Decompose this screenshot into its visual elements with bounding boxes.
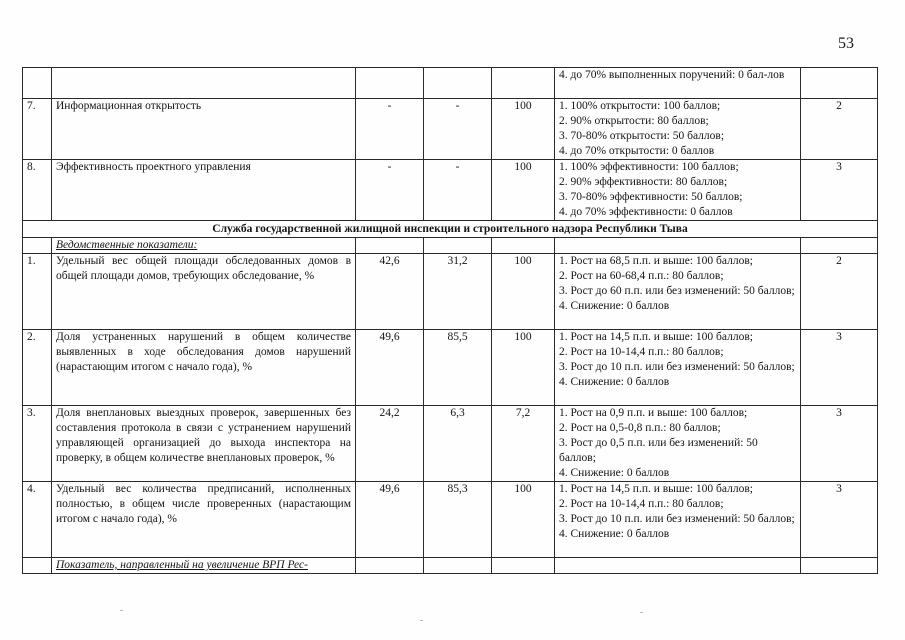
- criteria-line: 3. 70-80% открытости: 50 баллов;: [559, 130, 725, 142]
- subsection-row: [23, 238, 878, 254]
- indicator-row: [23, 160, 878, 221]
- criteria-line: 3. Рост до 10 п.п. или без изменений: 50 баллов;: [559, 513, 795, 525]
- indicator-number: 4.: [23, 482, 52, 558]
- subsection-title: Ведомственные показатели:: [52, 238, 356, 254]
- criteria-line: 4. Снижение: 0 баллов: [559, 376, 670, 388]
- indicator-name: Доля устраненных нарушений в общем количестве выявленных в ходе обследования домов нарушений (нарастающим итогом с начало года), %: [52, 330, 356, 406]
- indicator-name: Информационная открытость: [52, 99, 356, 160]
- scan-speck: [640, 612, 643, 613]
- indicator-row: [23, 406, 878, 482]
- indicator-row: [23, 330, 878, 406]
- criteria-line: 2. Рост на 0,5-0,8 п.п.: 80 баллов;: [559, 422, 721, 434]
- weight-coefficient: 2: [801, 254, 878, 330]
- indicator-row: [23, 68, 878, 99]
- value-current: -: [424, 160, 492, 221]
- criteria-line: 2. 90% эффективности: 80 баллов;: [559, 176, 728, 188]
- weight-coefficient: 3: [801, 330, 878, 406]
- criteria-line: 4. до 70% открытости: 0 баллов: [559, 145, 715, 157]
- value-current: 6,3: [424, 406, 492, 482]
- value-previous: 49,6: [356, 482, 424, 558]
- page-number: 53: [838, 35, 854, 52]
- criteria-line: 1. 100% эффективности: 100 баллов;: [559, 161, 739, 173]
- criteria-line: 2. 90% открытости: 80 баллов;: [559, 115, 709, 127]
- value-target: 100: [492, 160, 555, 221]
- indicator-name: Удельный вес общей площади обследованных домов в общей площади домов, требующих обследование, %: [52, 254, 356, 330]
- scan-speck: [120, 610, 123, 611]
- final-row: [23, 558, 878, 574]
- indicator-number: 8.: [23, 160, 52, 221]
- criteria-line: 4. Снижение: 0 баллов: [559, 528, 670, 540]
- value-current: 31,2: [424, 254, 492, 330]
- weight-coefficient: [801, 68, 878, 99]
- value-current: 85,3: [424, 482, 492, 558]
- indicator-name: Доля внеплановых выездных проверок, завершенных без составления протокола в связи с устранением нарушений управляющей организацией до выхода инспектора на проверку, в общем количестве внеплановых проверок, %: [52, 406, 356, 482]
- criteria-line: 3. Рост до 60 п.п. или без изменений: 50 баллов;: [559, 285, 795, 297]
- criteria-line: 4. Снижение: 0 баллов: [559, 300, 670, 312]
- value-previous: 49,6: [356, 330, 424, 406]
- section-title: Служба государственной жилищной инспекции и строительного надзора Республики Тыва: [23, 221, 878, 238]
- weight-coefficient: 3: [801, 160, 878, 221]
- criteria-line: 1. 100% открытости: 100 баллов;: [559, 100, 721, 112]
- value-target: 100: [492, 99, 555, 160]
- value-previous: [356, 68, 424, 99]
- value-target: 100: [492, 254, 555, 330]
- criteria-line: 3. 70-80% эффективности: 50 баллов;: [559, 191, 743, 203]
- criteria-line: 4. до 70% эффективности: 0 баллов: [559, 206, 733, 218]
- scoring-criteria: [555, 99, 801, 160]
- weight-coefficient: 3: [801, 406, 878, 482]
- indicator-name: [52, 68, 356, 99]
- final-row-text: Показатель, направленный на увеличение ВРП Рес-: [52, 558, 356, 574]
- criteria-line: 2. Рост на 60-68,4 п.п.: 80 баллов;: [559, 270, 724, 282]
- num-cell: [23, 238, 52, 254]
- indicator-name: Эффективность проектного управления: [52, 160, 356, 221]
- value-current: 85,5: [424, 330, 492, 406]
- scan-speck: [420, 620, 423, 621]
- indicator-number: 3.: [23, 406, 52, 482]
- criteria-line: 2. Рост на 10-14,4 п.п.: 80 баллов;: [559, 346, 724, 358]
- scoring-criteria: [555, 160, 801, 221]
- scoring-criteria: [555, 254, 801, 330]
- indicator-number: [23, 68, 52, 99]
- criteria-line: 1. Рост на 0,9 п.п. и выше: 100 баллов;: [559, 407, 748, 419]
- indicator-row: [23, 254, 878, 330]
- scoring-criteria: [555, 68, 801, 99]
- indicator-name: Удельный вес количества предписаний, исполненных полностью, в общем числе проверенных (нарастающим итогом с начало года), %: [52, 482, 356, 558]
- value-target: 100: [492, 482, 555, 558]
- weight-coefficient: 2: [801, 99, 878, 160]
- criteria-line: 4. Снижение: 0 баллов: [559, 467, 670, 479]
- scoring-criteria: [555, 482, 801, 558]
- criteria-line: 4. до 70% выполненных поручений: 0 бал-лов: [559, 69, 785, 81]
- value-target: [492, 68, 555, 99]
- indicator-row: [23, 99, 878, 160]
- value-target: 100: [492, 330, 555, 406]
- indicator-number: 1.: [23, 254, 52, 330]
- indicator-row: [23, 482, 878, 558]
- criteria-line: 1. Рост на 68,5 п.п. и выше: 100 баллов;: [559, 255, 753, 267]
- value-current: [424, 68, 492, 99]
- indicator-number: 7.: [23, 99, 52, 160]
- indicator-number: 2.: [23, 330, 52, 406]
- section-header-row: [23, 221, 878, 238]
- value-previous: -: [356, 99, 424, 160]
- criteria-line: 3. Рост до 10 п.п. или без изменений: 50 баллов;: [559, 361, 795, 373]
- weight-coefficient: 3: [801, 482, 878, 558]
- scoring-criteria: [555, 330, 801, 406]
- value-current: -: [424, 99, 492, 160]
- value-previous: 42,6: [356, 254, 424, 330]
- criteria-line: 1. Рост на 14,5 п.п. и выше: 100 баллов;: [559, 331, 753, 343]
- value-previous: 24,2: [356, 406, 424, 482]
- value-target: 7,2: [492, 406, 555, 482]
- criteria-line: 1. Рост на 14,5 п.п. и выше: 100 баллов;: [559, 483, 753, 495]
- criteria-line: 2. Рост на 10-14,4 п.п.: 80 баллов;: [559, 498, 724, 510]
- scoring-criteria: [555, 406, 801, 482]
- indicators-table: [22, 67, 878, 574]
- criteria-line: 3. Рост до 0,5 п.п. или без изменений: 50 баллов;: [559, 437, 758, 464]
- value-previous: -: [356, 160, 424, 221]
